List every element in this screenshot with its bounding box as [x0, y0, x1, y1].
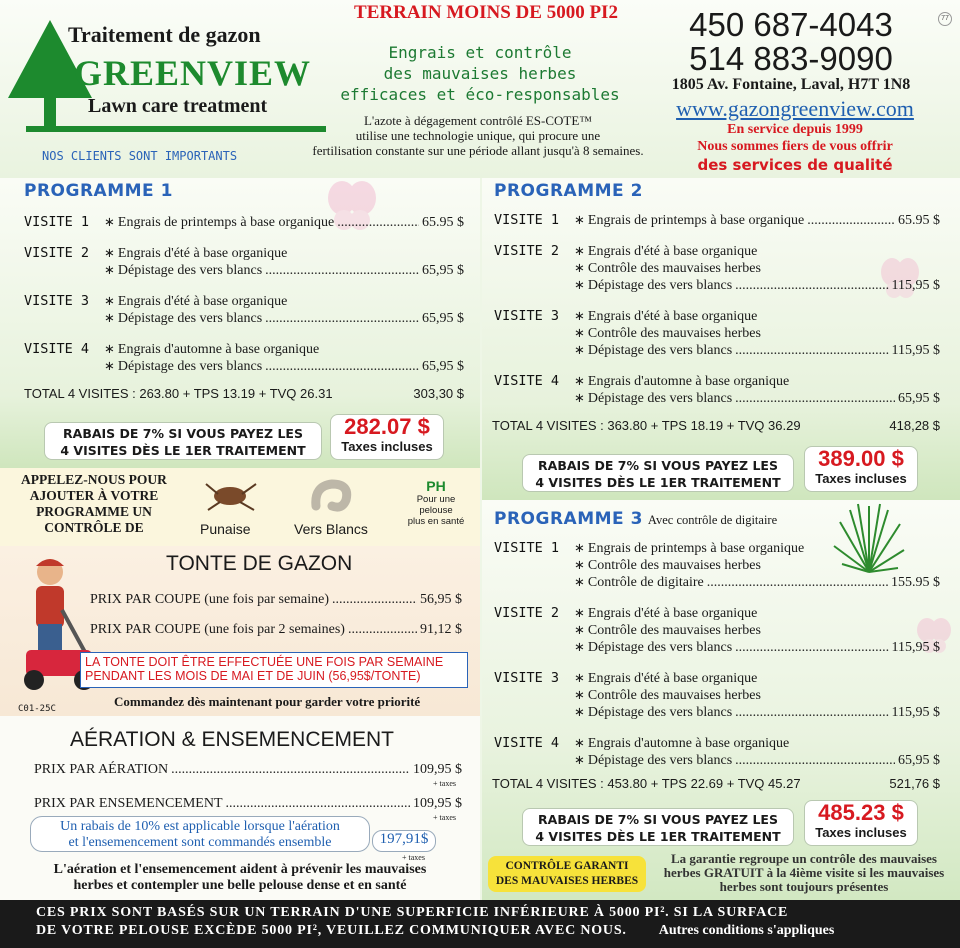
bullet-star: ∗	[574, 574, 585, 589]
visit-item-text: Contrôle de digitaire	[587, 575, 704, 590]
brand-name: GREENVIEW	[74, 53, 312, 93]
visit-item-text: Engrais d'automne à base organique	[587, 736, 790, 751]
program-3-subtitle: Avec contrôle de digitaire	[647, 513, 778, 527]
total-text: TOTAL 4 VISITES : 363.80 + TPS 18.19 + TVQ 36.29	[492, 418, 801, 433]
rabais-line: RABAIS DE 7% SI VOUS PAYEZ LES	[538, 812, 778, 827]
plus-taxes: + taxes	[433, 779, 456, 788]
visit-item-text: Contrôle des mauvaises herbes	[587, 688, 761, 703]
program-1-visits	[24, 214, 464, 375]
visit-line	[494, 574, 940, 591]
program-3-total	[492, 776, 940, 791]
program-1-title: PROGRAMME 1	[24, 181, 173, 201]
bullet-star: ∗	[104, 293, 115, 308]
visit-block	[494, 212, 940, 229]
price-row-price: 56,95 $	[420, 592, 462, 607]
slogan-line: efficaces et éco-responsables	[340, 85, 620, 104]
addon-text	[8, 472, 180, 536]
visit-line	[494, 639, 940, 656]
visit-label: VISITE 3	[494, 670, 560, 686]
visit-price: 115,95 $	[891, 278, 940, 293]
visit-item-text: Dépistage des vers blancs	[587, 753, 733, 768]
visit-line	[494, 540, 940, 557]
vers-blancs-icon	[306, 476, 356, 516]
price-row	[34, 762, 462, 778]
visit-price: 65,95 $	[898, 391, 940, 406]
program-2-price-pill	[804, 446, 918, 492]
bullet-star: ∗	[574, 308, 585, 323]
guarantee-line: La garantie regroupe un contrôle des mauvaises	[670, 851, 937, 866]
program-3-header	[494, 509, 777, 529]
visit-price: 65.95 $	[422, 215, 464, 230]
slogan-line: Engrais et contrôle	[388, 43, 572, 62]
visit-line	[24, 214, 464, 231]
visit-block	[494, 308, 940, 359]
tonte-notice	[80, 652, 468, 688]
badge-line: DES MAUVAISES HERBES	[495, 875, 639, 887]
notice-line: LA TONTE DOIT ÊTRE EFFECTUÉE UNE FOIS PAR SEMAINE	[85, 655, 444, 669]
visit-line	[494, 704, 940, 721]
visit-item-text: Dépistage des vers blancs	[587, 343, 733, 358]
promo-line: Un rabais de 10% est applicable lorsque l'aération	[60, 819, 340, 834]
bullet-star: ∗	[574, 735, 585, 750]
bullet-star: ∗	[574, 243, 585, 258]
program-2-rabais	[522, 454, 794, 492]
visit-item-text: Engrais d'été à base organique	[587, 606, 758, 621]
address: 1805 Av. Fontaine, Laval, H7T 1N8	[671, 76, 911, 93]
guarantee-badge	[488, 856, 646, 892]
visit-item-text: Contrôle des mauvaises herbes	[587, 623, 761, 638]
aeration-promo	[30, 816, 370, 852]
visit-line	[494, 260, 940, 277]
aeration-benefit	[24, 862, 456, 894]
leader-dots	[332, 592, 417, 608]
bullet-star: ∗	[574, 605, 585, 620]
leader-dots	[348, 622, 417, 638]
leader-dots	[265, 263, 419, 279]
visit-price: 65,95 $	[898, 753, 940, 768]
visit-item-text: Dépistage des vers blancs	[587, 391, 733, 406]
notice-line: PENDANT LES MOIS DE MAI ET DE JUIN (56,95$/TONTE)	[85, 669, 421, 683]
bullet-star: ∗	[574, 622, 585, 637]
visit-item-text: Engrais de printemps à base organique	[117, 215, 335, 230]
taxes-incluses: Taxes incluses	[341, 439, 433, 454]
leader-dots	[735, 278, 888, 294]
visit-line	[494, 735, 940, 752]
leader-dots	[735, 705, 888, 721]
promo-plus-taxes: + taxes	[402, 853, 425, 862]
visit-price: 115,95 $	[891, 640, 940, 655]
aeration-title: AÉRATION & ENSEMENCEMENT	[70, 728, 394, 751]
price-row	[34, 796, 462, 812]
benefit-line: herbes et contempler une belle pelouse dense et en santé	[73, 878, 407, 893]
program-3-visits	[494, 540, 940, 769]
bullet-star: ∗	[574, 639, 585, 654]
rabais-line: 4 VISITES DÈS LE 1ER TRAITEMENT	[535, 829, 781, 844]
footer	[0, 900, 960, 948]
total-text: TOTAL 4 VISITES : 453.80 + TPS 22.69 + TVQ 45.27	[492, 776, 801, 791]
visit-block	[24, 245, 464, 279]
bullet-star: ∗	[574, 390, 585, 405]
bullet-star: ∗	[574, 260, 585, 275]
leader-dots	[707, 575, 888, 591]
bullet-star: ∗	[104, 310, 115, 325]
program-2-total	[492, 418, 940, 433]
guarantee-line: herbes GRATUIT à la 4ième visite si les mauvaises	[663, 865, 945, 880]
visit-line	[494, 390, 940, 407]
banner: TERRAIN MOINS DE 5000 PI2	[354, 2, 618, 23]
price-row-label: PRIX PAR COUPE (une fois par 2 semaines)	[90, 622, 345, 637]
website-link[interactable]: www.gazongreenview.com	[676, 96, 914, 121]
slogan-line: des mauvaises herbes	[383, 64, 577, 83]
punaise-icon	[200, 474, 260, 514]
visit-label: VISITE 2	[494, 243, 560, 259]
ph-line: plus en santé	[407, 516, 465, 527]
ph-title: PH	[426, 478, 446, 494]
ph-block	[396, 478, 476, 527]
promo-line: et l'ensemencement sont commandés ensemble	[68, 835, 332, 850]
visit-line	[24, 262, 464, 279]
visit-block	[24, 341, 464, 375]
phone-1[interactable]: 450 687-4043	[689, 6, 893, 43]
visit-label: VISITE 4	[494, 735, 560, 751]
plus-taxes: + taxes	[433, 813, 456, 822]
leader-dots	[265, 311, 419, 327]
visit-block	[494, 243, 940, 294]
addon-section	[0, 468, 480, 546]
price-row-price: 109,95 $	[413, 762, 462, 777]
visit-line	[494, 605, 940, 622]
bullet-star: ∗	[574, 704, 585, 719]
visit-label: VISITE 1	[24, 214, 90, 230]
visit-item-text: Dépistage des vers blancs	[117, 311, 263, 326]
since: En service depuis 1999	[727, 122, 863, 137]
visit-label: VISITE 4	[494, 373, 560, 389]
visit-item-text: Engrais d'été à base organique	[587, 244, 758, 259]
visit-label: VISITE 1	[494, 212, 560, 228]
footer-line-1: CES PRIX SONT BASÉS SUR UN TERRAIN D'UNE SUPERFICIE INFÉRIEURE À 5000 PI². SI LA SURFACE	[36, 905, 789, 920]
leader-dots	[265, 359, 419, 375]
ph-line: pelouse	[419, 505, 453, 516]
visit-block	[494, 373, 940, 407]
rabais-line: RABAIS DE 7% SI VOUS PAYEZ LES	[63, 426, 303, 441]
program-3-title: PROGRAMME 3	[494, 509, 643, 529]
vers-label: Vers Blancs	[294, 521, 368, 537]
bullet-star: ∗	[574, 752, 585, 767]
bullet-star: ∗	[574, 687, 585, 702]
taxes-incluses: Taxes incluses	[815, 471, 907, 486]
visit-line	[494, 557, 940, 574]
rabais-price: 485.23 $	[818, 800, 904, 825]
program-2-section	[482, 178, 960, 500]
azote-line: L'azote à dégagement contrôlé ES-COTE™	[363, 113, 593, 128]
visit-line	[494, 752, 940, 769]
bullet-star: ∗	[574, 325, 585, 340]
total-price: 418,28 $	[889, 418, 940, 433]
program-2-title: PROGRAMME 2	[494, 181, 643, 201]
visit-item-text: Engrais d'été à base organique	[117, 294, 288, 309]
visit-label: VISITE 4	[24, 341, 90, 357]
visit-label: VISITE 2	[24, 245, 90, 261]
visit-item-text: Engrais d'été à base organique	[587, 671, 758, 686]
rabais-line: RABAIS DE 7% SI VOUS PAYEZ LES	[538, 458, 778, 473]
bullet-star: ∗	[104, 245, 115, 260]
bullet-star: ∗	[574, 212, 585, 227]
bullet-star: ∗	[104, 262, 115, 277]
bullet-star: ∗	[574, 557, 585, 572]
leader-dots	[735, 753, 895, 769]
program-3-section	[482, 500, 960, 900]
bullet-star: ∗	[574, 540, 585, 555]
program-2-visits	[494, 212, 940, 407]
visit-line	[494, 212, 940, 229]
footer-line-2-row	[36, 922, 960, 940]
price-row-label: PRIX PAR AÉRATION	[34, 762, 169, 777]
visit-line	[24, 310, 464, 327]
footer-other: Autres conditions s'appliques	[658, 923, 835, 938]
visit-line	[494, 670, 940, 687]
bullet-star: ∗	[104, 358, 115, 373]
price-row-label: PRIX PAR ENSEMENCEMENT	[34, 796, 223, 811]
visit-item-text: Engrais de printemps à base organique	[587, 541, 805, 556]
visit-price: 115,95 $	[891, 705, 940, 720]
visit-item-text: Contrôle des mauvaises herbes	[587, 326, 761, 341]
addon-line: PROGRAMME UN	[36, 504, 152, 519]
visit-price: 155.95 $	[891, 575, 940, 590]
visit-line	[494, 277, 940, 294]
azote-line: utilise une technologie unique, qui procure une	[355, 128, 601, 143]
program-1-total	[24, 386, 464, 401]
bullet-star: ∗	[104, 214, 115, 229]
visit-label: VISITE 3	[24, 293, 90, 309]
leader-dots	[337, 215, 419, 231]
quality: des services de qualité	[697, 156, 893, 174]
visit-block	[24, 214, 464, 231]
price-row	[90, 622, 462, 638]
program-1-price-pill	[330, 414, 444, 460]
footer-line-2: DE VOTRE PELOUSE EXCÈDE 5000 PI², VEUILLEZ COMMUNIQUER AVEC NOUS.	[36, 923, 627, 938]
visit-item-text: Dépistage des vers blancs	[117, 263, 263, 278]
rabais-line: 4 VISITES DÈS LE 1ER TRAITEMENT	[60, 443, 306, 458]
visit-block	[494, 605, 940, 656]
promo-price: 197,91$	[372, 830, 436, 852]
leader-dots	[226, 796, 410, 812]
badge-line: CONTRÔLE GARANTI	[505, 860, 629, 872]
visit-item-text: Engrais d'été à base organique	[117, 246, 288, 261]
total-price: 303,30 $	[413, 386, 464, 401]
price-row-price: 109,95 $	[413, 796, 462, 811]
visit-line	[494, 622, 940, 639]
visit-item-text: Dépistage des vers blancs	[587, 705, 733, 720]
visit-label: VISITE 2	[494, 605, 560, 621]
bullet-star: ∗	[574, 277, 585, 292]
bullet-star: ∗	[574, 373, 585, 388]
visit-line	[24, 341, 464, 358]
visit-block	[494, 540, 940, 591]
aeration-section	[0, 716, 480, 900]
visit-block	[494, 735, 940, 769]
leader-dots	[735, 640, 888, 656]
visit-item-text: Dépistage des vers blancs	[587, 640, 733, 655]
slogan	[340, 42, 620, 105]
program-3-price-pill	[804, 800, 918, 846]
price-row	[90, 592, 462, 608]
brand-line3: Lawn care treatment	[88, 95, 268, 117]
total-price: 521,76 $	[889, 776, 940, 791]
punaise-label: Punaise	[200, 521, 251, 537]
header	[0, 0, 960, 178]
addon-line: CONTRÔLE DE	[44, 520, 144, 535]
brand-line1: Traitement de gazon	[68, 22, 261, 47]
visit-line	[24, 245, 464, 262]
bullet-star: ∗	[574, 670, 585, 685]
visit-line	[494, 342, 940, 359]
ph-line: Pour une	[416, 494, 456, 505]
visit-line	[494, 325, 940, 342]
addon-line: APPELEZ-NOUS POUR	[21, 472, 167, 487]
leader-dots	[735, 343, 888, 359]
program-1-rabais	[44, 422, 322, 460]
visit-item-text: Engrais d'automne à base organique	[117, 342, 320, 357]
visit-line	[24, 293, 464, 310]
visit-item-text: Contrôle des mauvaises herbes	[587, 261, 761, 276]
visit-line	[494, 308, 940, 325]
tonte-section	[0, 546, 480, 716]
visit-block	[494, 670, 940, 721]
visit-item-text: Engrais de printemps à base organique	[587, 213, 805, 228]
corner-badge: 77	[938, 12, 952, 26]
visit-price: 65,95 $	[422, 311, 464, 326]
leader-dots	[807, 213, 895, 229]
total-text: TOTAL 4 VISITES : 263.80 + TPS 13.19 + TVQ 26.31	[24, 386, 333, 401]
proud: Nous sommes fiers de vous offrir	[697, 139, 893, 154]
azote-line: fertilisation constante sur une période allant jusqu'à 8 semaines.	[312, 143, 644, 158]
visit-item-text: Engrais d'été à base organique	[587, 309, 758, 324]
azote-text	[306, 113, 650, 158]
visit-price: 65,95 $	[422, 359, 464, 374]
phone-2[interactable]: 514 883-9090	[689, 40, 893, 77]
visit-price: 115,95 $	[891, 343, 940, 358]
visit-label: VISITE 3	[494, 308, 560, 324]
taxes-incluses: Taxes incluses	[815, 825, 907, 840]
program-3-rabais	[522, 808, 794, 846]
guarantee-line: herbes sont toujours présentes	[719, 879, 889, 894]
visit-line	[494, 687, 940, 704]
tagline: NOS CLIENTS SONT IMPORTANTS	[42, 149, 238, 163]
price-row-price: 91,12 $	[420, 622, 462, 637]
visit-block	[24, 293, 464, 327]
leader-dots	[735, 391, 895, 407]
benefit-line: L'aération et l'ensemencement aident à prévenir les mauvaises	[53, 862, 427, 877]
leader-dots	[171, 762, 410, 778]
visit-label: VISITE 1	[494, 540, 560, 556]
rabais-line: 4 VISITES DÈS LE 1ER TRAITEMENT	[535, 475, 781, 490]
tonte-cta: Commandez dès maintenant pour garder votre priorité	[114, 694, 421, 709]
tonte-code: C01-25C	[18, 704, 56, 714]
addon-line: AJOUTER À VOTRE	[29, 488, 159, 503]
rabais-price: 389.00 $	[818, 446, 904, 471]
rabais-price: 282.07 $	[344, 414, 430, 439]
tonte-rows	[90, 592, 462, 652]
visit-item-text: Dépistage des vers blancs	[587, 278, 733, 293]
visit-item-text: Engrais d'automne à base organique	[587, 374, 790, 389]
bullet-star: ∗	[104, 341, 115, 356]
bullet-star: ∗	[574, 342, 585, 357]
tonte-title: TONTE DE GAZON	[166, 552, 353, 575]
price-row-label: PRIX PAR COUPE (une fois par semaine)	[90, 592, 330, 607]
visit-item-text: Dépistage des vers blancs	[117, 359, 263, 374]
visit-line	[494, 373, 940, 390]
program-1-section	[0, 178, 480, 468]
visit-line	[24, 358, 464, 375]
visit-line	[494, 243, 940, 260]
visit-price: 65,95 $	[422, 263, 464, 278]
visit-item-text: Contrôle des mauvaises herbes	[587, 558, 761, 573]
visit-price: 65.95 $	[898, 213, 940, 228]
guarantee-text	[652, 852, 956, 894]
